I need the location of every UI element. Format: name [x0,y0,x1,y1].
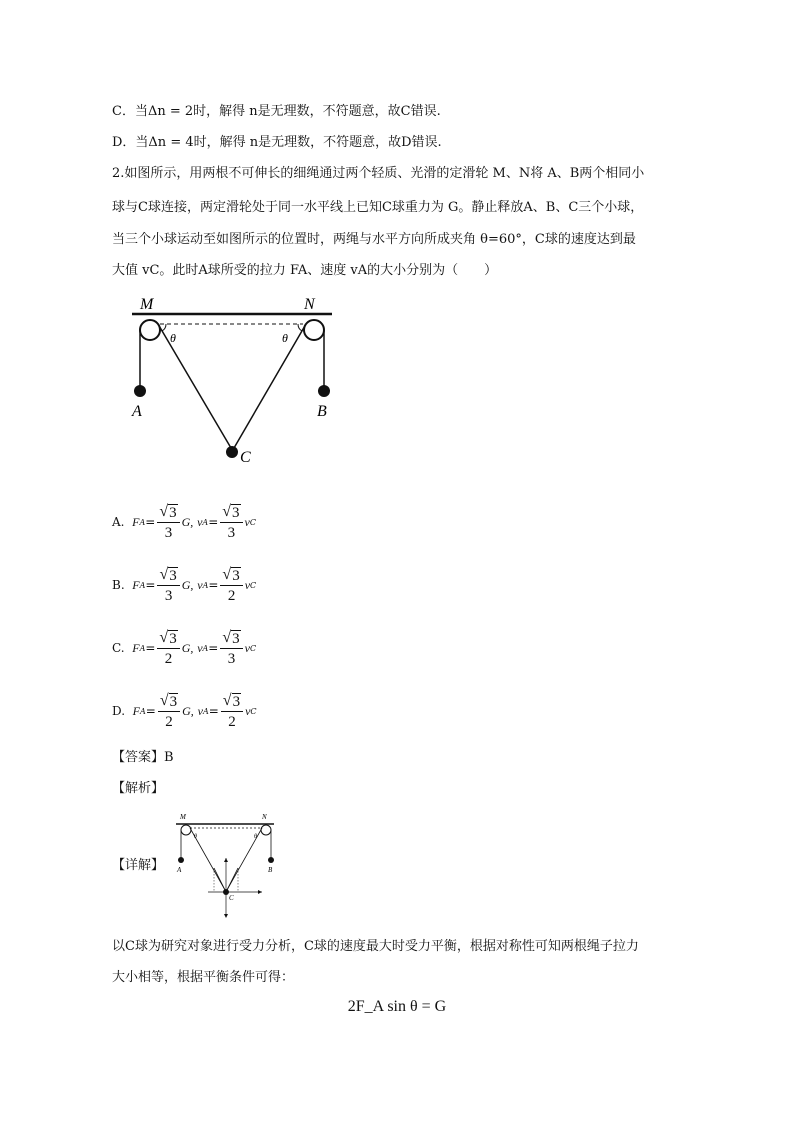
option-d-analysis-line: D．当Δn = 4时，解得 n是无理数，不符题意，故D错误. [112,135,442,150]
option-c[interactable]: C. F A = √ 3 2 G, v A = √ 3 3 v C [112,628,257,667]
explanation-line-2: 大小相等，根据平衡条件可得： [112,970,295,985]
question-line-1: 2.如图所示，用两根不可伸长的细绳通过两个轻质、光滑的定滑轮 M、N将 A、B两个相同小 [112,166,645,181]
angle-arc-right [298,324,302,331]
fraction: √ 3 2 [221,691,243,732]
label-theta-right: θ [254,834,257,840]
rope-mc [158,324,231,448]
option-a[interactable]: A. F A = √ 3 3 G, v A = √ 3 3 v C [112,502,256,541]
balance-equation: 2F_A sin θ = G [347,998,447,1015]
fraction: √ 3 3 [220,502,242,543]
label-b: B [317,403,327,420]
question-line-3: 当三个小球运动至如图所示的位置时，两绳与水平方向所成夹角 θ=60°，C球的速度达到最 [112,232,636,247]
force-diagram-figure [172,808,282,920]
gravity-arrow [224,914,228,918]
detail-heading: 【详解】 [112,858,165,873]
angle-arc-left [162,324,166,331]
option-label: B. [112,578,125,592]
label-n: N [262,813,267,821]
ball-a [134,385,146,397]
pulley-m [181,825,191,835]
label-theta-right: θ [282,331,288,345]
label-m: M [140,296,154,313]
ball-c [226,446,238,458]
pulley-n [304,320,324,340]
explanation-line-1: 以C球为研究对象进行受力分析，C球的速度最大时受力平衡，根据对称性可知两根绳子拉力 [112,939,639,954]
x-axis-arrow [258,890,262,894]
question-line-2: 球与C球连接，两定滑轮处于同一水平线上已知C球重力为 G。静止释放A、B、C三个小球， [112,200,644,215]
tension-right [226,868,238,892]
ball-a [178,857,184,863]
question-line-4: 大值 vC。此时A球所受的拉力 FA、速度 vA的大小分别为（ ） [112,263,498,278]
ball-b [268,857,274,863]
analysis-heading: 【解析】 [112,781,165,796]
answer-line: 【答案】B [112,750,174,765]
ball-b [318,385,330,397]
option-label: A. [112,515,125,529]
tension-left [214,868,226,892]
label-c: C [229,894,234,902]
label-c: C [240,449,251,466]
option-label: D. [112,704,126,718]
fraction: √ 3 2 [157,628,179,669]
option-d[interactable]: D. F A = √ 3 2 G, v A = √ 3 2 v C [112,691,257,730]
fraction: √ 3 2 [220,565,242,606]
fraction: √ 3 3 [157,565,179,606]
option-c-analysis-line: C．当Δn = 2时，解得 n是无理数，不符题意，故C错误. [112,104,441,119]
pulley-m [140,320,160,340]
label-n: N [304,296,315,313]
fraction: √ 3 2 [158,691,180,732]
label-a: A [177,866,182,874]
fraction: √ 3 3 [157,502,179,543]
y-axis-arrow [224,858,228,862]
pulley-n [261,825,271,835]
option-label: C. [112,641,125,655]
fraction: √ 3 3 [220,628,242,669]
label-theta-left: θ [194,834,197,840]
label-m: M [180,813,186,821]
pulley-figure [118,290,348,470]
label-b: B [268,866,273,874]
option-b[interactable]: B. F A = √ 3 3 G, v A = √ 3 2 v C [112,565,257,604]
label-a: A [132,403,142,420]
rope-nc [234,324,306,448]
label-theta-left: θ [170,331,176,345]
